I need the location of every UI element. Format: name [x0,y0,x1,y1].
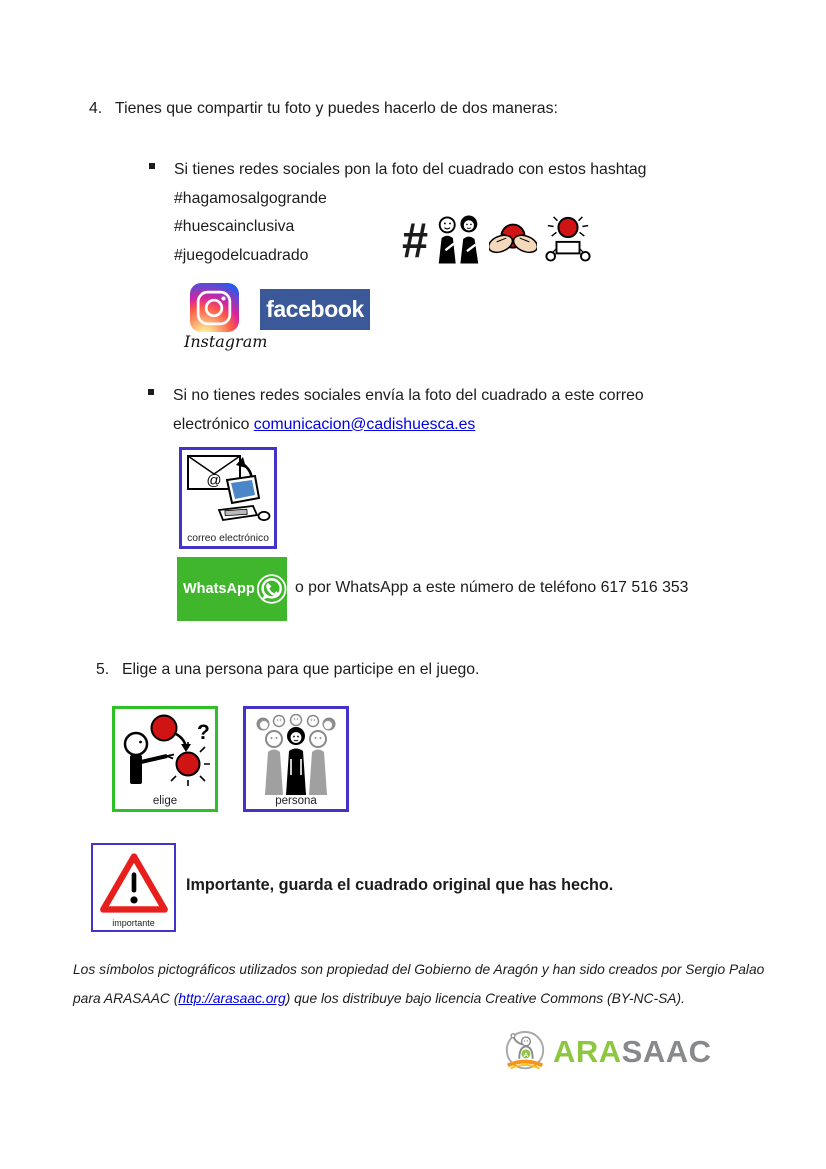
choose-pictogram-icon [115,711,215,795]
instagram-icon [190,283,239,332]
game-pictogram-icon [544,215,592,263]
hashtag-2: #huescainclusiva [174,218,295,236]
step-5-text: Elige a una persona para que participe en el juego. [122,661,480,678]
hashtag-1: #hagamosalgogrande [174,189,327,207]
warning-pictogram [91,843,176,932]
email-pictogram-icon [183,452,273,532]
bullet-email [148,382,713,439]
arasaac-wordmark-green: ARA [553,1034,622,1069]
bullet-icon [148,389,154,395]
bullet-email-body [173,382,713,439]
bullet-email-text: Si no tienes redes sociales envía la foto del cuadrado a este correo electrónico [173,387,644,433]
bullet-icon [149,163,155,169]
email-link[interactable]: comunicacion@cadishuesca.es [253,415,476,433]
hands-ball-pictogram-icon [489,222,537,256]
arasaac-link[interactable]: http://arasaac.org [178,990,286,1006]
people-pictogram-icon [435,213,482,265]
instagram-wordmark: Instagram [184,332,268,351]
warning-triangle-icon [98,851,170,915]
choose-pictogram [112,706,218,812]
person-pictogram [243,706,349,812]
instagram-block [184,283,268,351]
license-text-after: ) que los distribuye bajo licencia Creative Commons (BY-NC-SA). [285,990,685,1006]
important-note: Importante, guarda el cuadrado original que has hecho. [186,876,614,894]
whatsapp-phone-text: o por WhatsApp a este número de teléfono 617 516 353 [295,579,689,596]
hashtag-icon: # [402,211,429,267]
svg-text:A: A [523,1051,529,1059]
choose-pictogram-label: elige [152,795,178,807]
whatsapp-logo [177,557,287,621]
email-pictogram-label: correo electrónico [187,533,269,544]
step-4-text: Tienes que compartir tu foto y puedes hacerlo de dos maneras: [115,100,558,117]
whatsapp-icon [256,561,287,617]
license-text-before: Los símbolos pictográficos utilizados son propiedad del Gobierno de Aragón y han sido creados por Sergio Palao para ARASAAC ( [73,962,765,1006]
hashtag-3: #juegodelcuadrado [174,246,309,264]
license-footer [73,956,767,1014]
step-4-line [89,100,558,118]
whatsapp-wordmark: WhatsApp [183,581,255,597]
svg-text:?: ? [197,721,210,744]
arasaac-wordmark-gray: SAAC [621,1034,712,1069]
email-pictogram [179,447,277,549]
step-5-number: 5. [96,661,110,678]
hashtag-pictograms [402,211,592,267]
warning-pictogram-label: importante [112,918,155,928]
person-pictogram-label: persona [275,795,317,807]
facebook-logo [260,289,370,330]
arasaac-icon [502,1027,548,1077]
arasaac-wordmark [553,1034,712,1070]
person-pictogram-icon [246,711,346,795]
bullet-social-text: Si tienes redes sociales pon la foto del cuadrado con estos hashtag [174,161,647,178]
arasaac-logo [502,1027,712,1077]
facebook-wordmark: facebook [266,296,364,322]
step-4-number: 4. [89,100,103,117]
step-5-line [96,661,479,679]
svg-text:@: @ [206,472,222,489]
